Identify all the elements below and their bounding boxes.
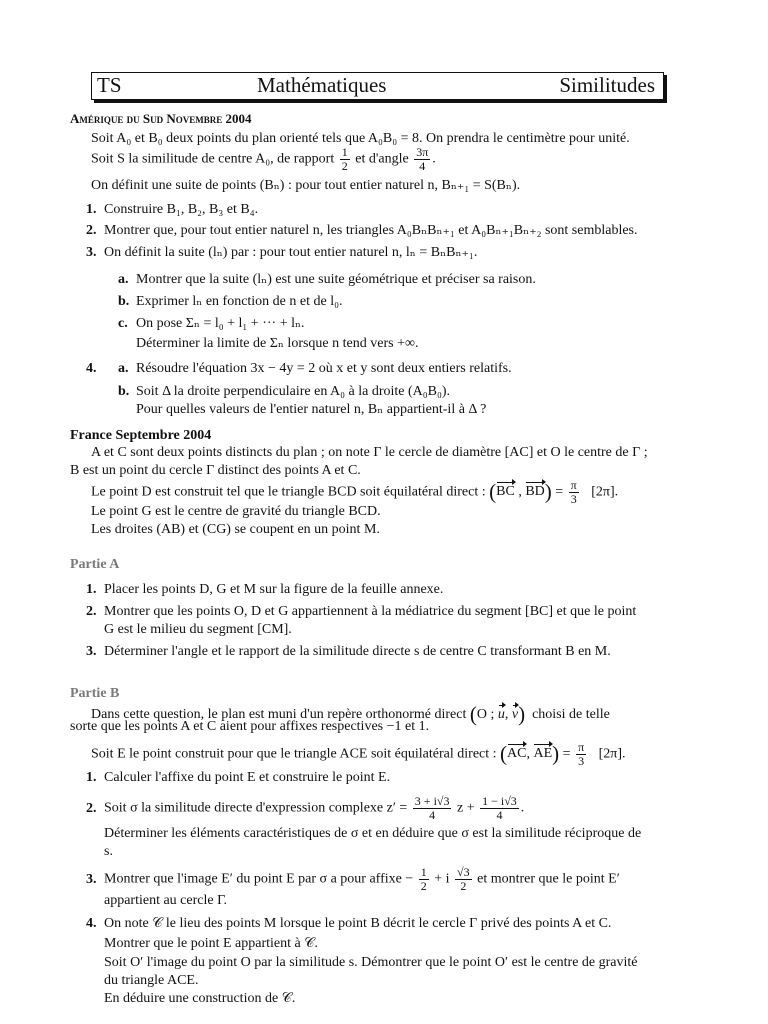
item-number: 3. [86, 644, 97, 659]
part-a-question-3: Déterminer l'angle et le rapport de la similitude directe s de centre C transformant B en M. [104, 644, 611, 659]
item-number: 1. [86, 582, 97, 597]
ratio-numerator: 1 [341, 145, 348, 159]
part-b-question-3b: appartient au cercle Γ. [104, 893, 228, 908]
fraction-denominator: 4 [496, 807, 503, 822]
part-b-question-3-end: et montrer que le point E′ [477, 871, 620, 887]
ex1-intro-1: Soit A₀ et B₀ deux points du plan orienté tels que A₀B₀ = 8. On prendra le centimètre pour unité. [91, 131, 630, 146]
vector-ae: AE [533, 746, 553, 762]
ex1-intro-2-mid: et d'angle [355, 151, 409, 167]
fraction-numerator: 3 + i√3 [414, 794, 450, 808]
affix-fraction-1 [419, 866, 429, 892]
modulo: [2π]. [591, 484, 619, 500]
part-b-question-4d: du triangle ACE. [104, 973, 199, 988]
part-a-question-2a: Montrer que les points O, D et G appartiennent à la médiatrice du segment [BC] et que le point [104, 604, 637, 619]
ex1-intro-2-text: Soit S la similitude de centre A₀, de rapport [91, 151, 335, 167]
ratio-fraction [340, 146, 350, 172]
ex1-question-2: Montrer que, pour tout entier naturel n, les triangles A₀BₙBₙ₊₁ et A₀Bₙ₊₁Bₙ₊₂ sont semblables. [104, 223, 638, 238]
frame-origin: O ; [476, 707, 495, 722]
part-b-intro-1-end: choisi de telle [532, 707, 610, 722]
part-b-intro-1: Dans cette question, le plan est muni d'un repère orthonormé direct (O ; u, v) choisi de telle [91, 702, 610, 726]
affix-fraction-2 [455, 866, 472, 892]
item-number: 2. [86, 604, 97, 619]
vector-bc: BC [496, 484, 515, 500]
part-b-question-2c: s. [104, 844, 113, 859]
fraction-numerator: √3 [457, 865, 470, 879]
complex-fraction-2 [480, 795, 519, 821]
part-a-title: Partie A [70, 557, 120, 572]
fraction-denominator: 2 [420, 878, 427, 893]
part-b-intro-2: sorte que les points A et C aient pour affixes respectives −1 et 1. [70, 719, 430, 734]
ex1-question-1: Construire B₁, B₂, B₃ et B₄. [104, 202, 259, 217]
ex1-question-3c-1: On pose Σₙ = l₀ + l₁ + ··· + lₙ. [136, 316, 305, 331]
item-letter: a. [118, 272, 129, 287]
item-letter: b. [118, 384, 130, 399]
ex1-question-4a: Résoudre l'équation 3x − 4y = 2 où x et y sont deux entiers relatifs. [136, 361, 512, 376]
part-b-title: Partie B [70, 686, 120, 701]
angle-denominator: 3 [578, 753, 585, 768]
item-number: 4. [86, 916, 97, 931]
part-b-intro-3: Soit E le point construit pour que le triangle ACE soit équilatéral direct : (AC, AE) = $\frac{\pi}{3}$ [2π]. [91, 740, 626, 768]
vector-u: u [497, 707, 505, 722]
ex1-question-3: On définit la suite (lₙ) par : pour tout entier naturel n, lₙ = BₙBₙ₊₁. [104, 245, 478, 260]
item-number: 2. [86, 223, 97, 238]
ex1-question-4b-1: Soit Δ la droite perpendiculaire en A₀ à la droite (A₀B₀). [136, 384, 451, 399]
part-b-question-4a: On note 𝒞 le lieu des points M lorsque le point B décrit le cercle Γ privé des points A et C. [104, 916, 612, 931]
item-letter: c. [118, 316, 128, 331]
item-number: 2. [86, 801, 97, 816]
part-b-question-3-mid: + i [434, 871, 450, 887]
part-b-intro-3-text: Soit E le point construit pour que le triangle ACE soit équilatéral direct : [91, 746, 497, 762]
exercise-1-title: Amérique du Sud Novembre 2004 [70, 111, 252, 126]
header-topic: Similitudes [559, 73, 655, 97]
angle-numerator: 3π [416, 145, 429, 159]
ex1-question-3a: Montrer que la suite (lₙ) est une suite géométrique et préciser sa raison. [136, 272, 536, 287]
item-number: 1. [86, 202, 97, 217]
fraction-numerator: 1 − i√3 [482, 794, 517, 808]
angle-denominator: 3 [570, 491, 577, 506]
item-letter: b. [118, 294, 130, 309]
header-subject: Mathématiques [257, 73, 387, 97]
ex2-para-1: A et C sont deux points distincts du plan ; on note Γ le cercle de diamètre [AC] et O le centre de Γ ; [91, 445, 648, 460]
part-b-question-4b: Montrer que le point E appartient à 𝒞. [104, 936, 318, 951]
item-number: 1. [86, 770, 97, 785]
angle-numerator: π [578, 740, 585, 754]
ex1-question-3c-2: Déterminer la limite de Σₙ lorsque n tend vers +∞. [136, 336, 419, 351]
angle-denominator: 4 [419, 158, 426, 173]
item-number: 4. [86, 361, 97, 376]
fraction-denominator: 2 [460, 878, 467, 893]
ex1-intro-3: On définit une suite de points (Bₙ) : pour tout entier naturel n, Bₙ₊₁ = S(Bₙ). [91, 178, 521, 193]
angle-fraction [576, 741, 586, 767]
ex2-para-5: Les droites (AB) et (CG) se coupent en un point M. [91, 522, 380, 537]
ex1-intro-2: Soit S la similitude de centre A₀, de rapport $\frac{1}{2}$ et d'angle $\frac{3\pi}{4}$ . [91, 145, 436, 173]
ex2-para-2: B est un point du cercle Γ distinct des points A et C. [70, 463, 361, 478]
vector-ac: AC [507, 746, 527, 762]
part-b-question-3 [104, 866, 620, 892]
complex-fraction-1 [413, 795, 452, 821]
exercise-2-title: France Septembre 2004 [70, 428, 212, 443]
ex2-para-3-text: Le point D est construit tel que le triangle BCD soit équilatéral direct : [91, 484, 486, 500]
vector-v: v [511, 707, 519, 722]
part-b-question-2-text: Soit σ la similitude directe d'expression complexe z′ = [104, 800, 408, 816]
modulo: [2π]. [598, 746, 626, 762]
part-b-question-1: Calculer l'affixe du point E et construire le point E. [104, 770, 391, 785]
angle-fraction [414, 146, 430, 172]
part-b-question-4e: En déduire une construction de 𝒞. [104, 991, 296, 1006]
part-b-question-3-text: Montrer que l'image E′ du point E par σ a pour affixe − [104, 871, 414, 887]
ex2-para-3: Le point D est construit tel que le triangle BCD soit équilatéral direct : (BC , BD) = $\frac{\pi}{3}$ [2π]. [91, 478, 619, 506]
ex2-para-4: Le point G est le centre de gravité du triangle BCD. [91, 504, 381, 519]
part-b-question-4c: Soit O′ l'image du point O par la similitude s. Démontrer que le point O′ est le centre de gravité [104, 955, 638, 970]
ratio-denominator: 2 [341, 158, 348, 173]
item-letter: a. [118, 361, 129, 376]
header-box [91, 72, 664, 100]
part-b-question-2: Soit σ la similitude directe d'expression complexe z′ = $\frac{3 + i√3}{4}$ z + $\frac{1 - i√3}{4}$ . [104, 794, 525, 822]
part-a-question-2b: G est le milieu du segment [CM]. [104, 622, 292, 637]
part-b-question-2b: Déterminer les éléments caractéristiques de σ et en déduire que σ est la similitude réciproque de [104, 826, 642, 841]
ex1-question-4b-2: Pour quelles valeurs de l'entier naturel n, Bₙ appartient-il à Δ ? [136, 402, 487, 417]
angle-fraction [569, 479, 579, 505]
part-b-intro-1-text: Dans cette question, le plan est muni d'un repère orthonormé direct [91, 707, 467, 722]
part-b-question-2-mid: z + [456, 800, 475, 816]
fraction-numerator: 1 [420, 865, 427, 879]
ex1-question-3b: Exprimer lₙ en fonction de n et de l₀. [136, 294, 343, 309]
part-a-question-1: Placer les points D, G et M sur la figure de la feuille annexe. [104, 582, 444, 597]
angle-numerator: π [570, 478, 577, 492]
header-class: TS [97, 73, 122, 97]
item-number: 3. [86, 245, 97, 260]
item-number: 3. [86, 872, 97, 887]
vector-bd: BD [525, 484, 545, 500]
fraction-denominator: 4 [429, 807, 436, 822]
